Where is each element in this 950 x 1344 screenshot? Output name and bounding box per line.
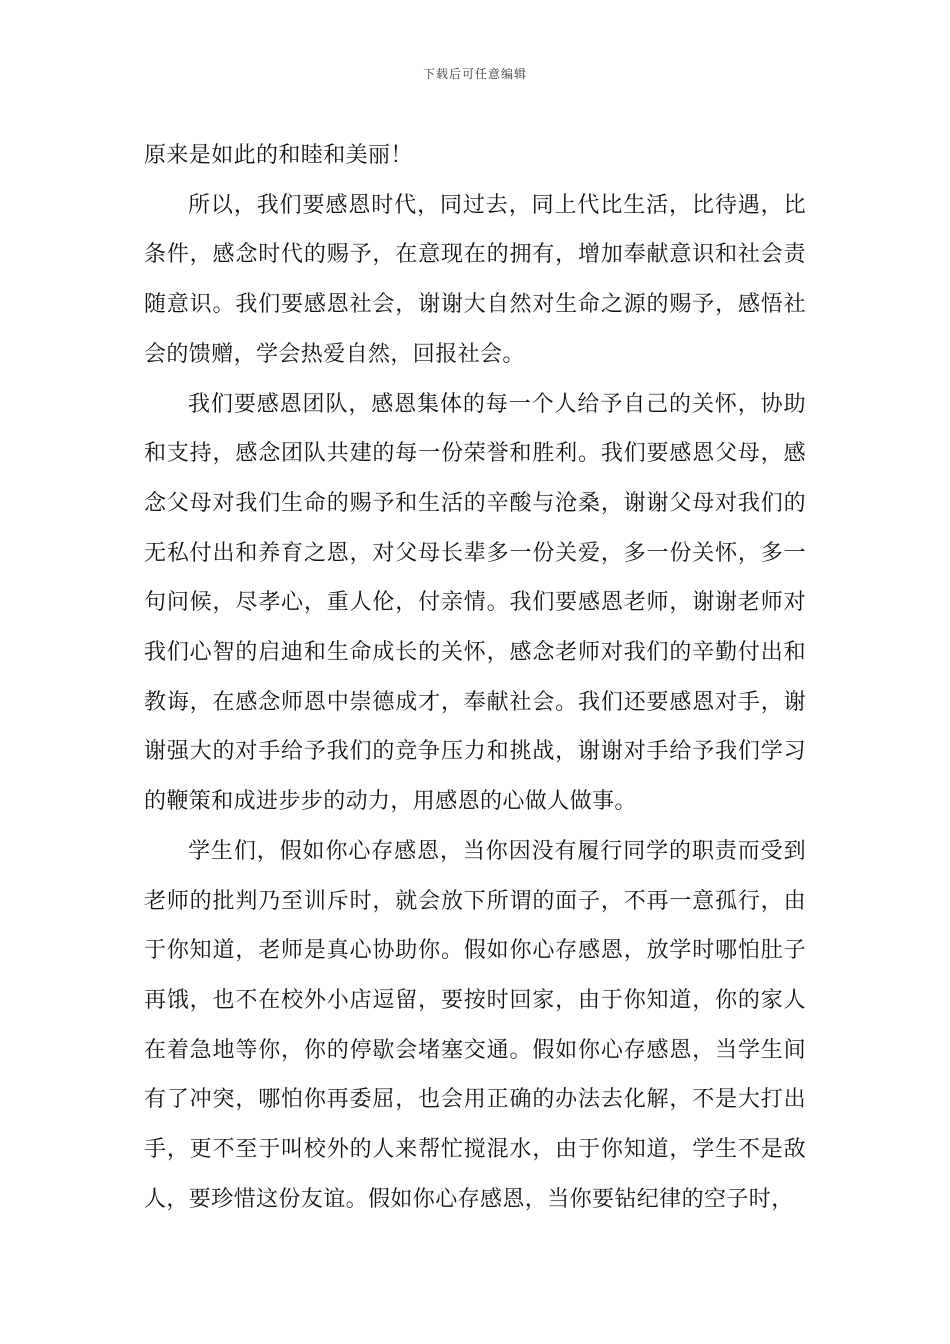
paragraph-2: 所以，我们要感恩时代，同过去，同上代比生活，比待遇，比条件，感念时代的赐予，在意现在的拥有，增加奉献意识和社会责随意识。我们要感恩社会，谢谢大自然对生命之源的赐予，感悟社会的馈赠，学会热爱自然，回报社会。 <box>144 192 806 367</box>
document-body <box>144 131 806 1224</box>
page-header: 下载后可任意编辑 <box>422 67 527 81</box>
paragraph-3: 我们要感恩团队，感恩集体的每一个人给予自己的关怀，协助和支持，感念团队共建的每一份荣誉和胜利。我们要感恩父母，感念父母对我们生命的赐予和生活的辛酸与沧桑，谢谢父母对我们的无私付出和养育之恩，对父母长辈多一份关爱，多一份关怀，多一句问候，尽孝心，重人伦，付亲情。我们要感恩老师，谢谢老师对我们心智的启迪和生命成长的关怀，感念老师对我们的辛勤付出和教诲，在感念师恩中崇德成才，奉献社会。我们还要感恩对手，谢谢强大的对手给予我们的竞争压力和挑战，谢谢对手给予我们学习的鞭策和成进步步的动力，用感恩的心做人做事。 <box>144 391 806 815</box>
paragraph-1: 原来是如此的和睦和美丽！ <box>144 143 413 168</box>
paragraph-4: 学生们，假如你心存感恩，当你因没有履行同学的职责而受到老师的批判乃至训斥时，就会放下所谓的面子，不再一意孤行，由于你知道，老师是真心协助你。假如你心存感恩，放学时哪怕肚子再饿，也不在校外小店逗留，要按时回家，由于你知道，你的家人在着急地等你，你的停歇会堵塞交通。假如你心存感恩，当学生间有了冲突，哪怕你再委屈，也会用正确的办法去化解，不是大打出手，更不至于叫校外的人来帮忙搅混水，由于你知道，学生不是敌人，要珍惜这份友谊。假如你心存感恩，当你要钻纪律的空子时， <box>144 838 806 1212</box>
